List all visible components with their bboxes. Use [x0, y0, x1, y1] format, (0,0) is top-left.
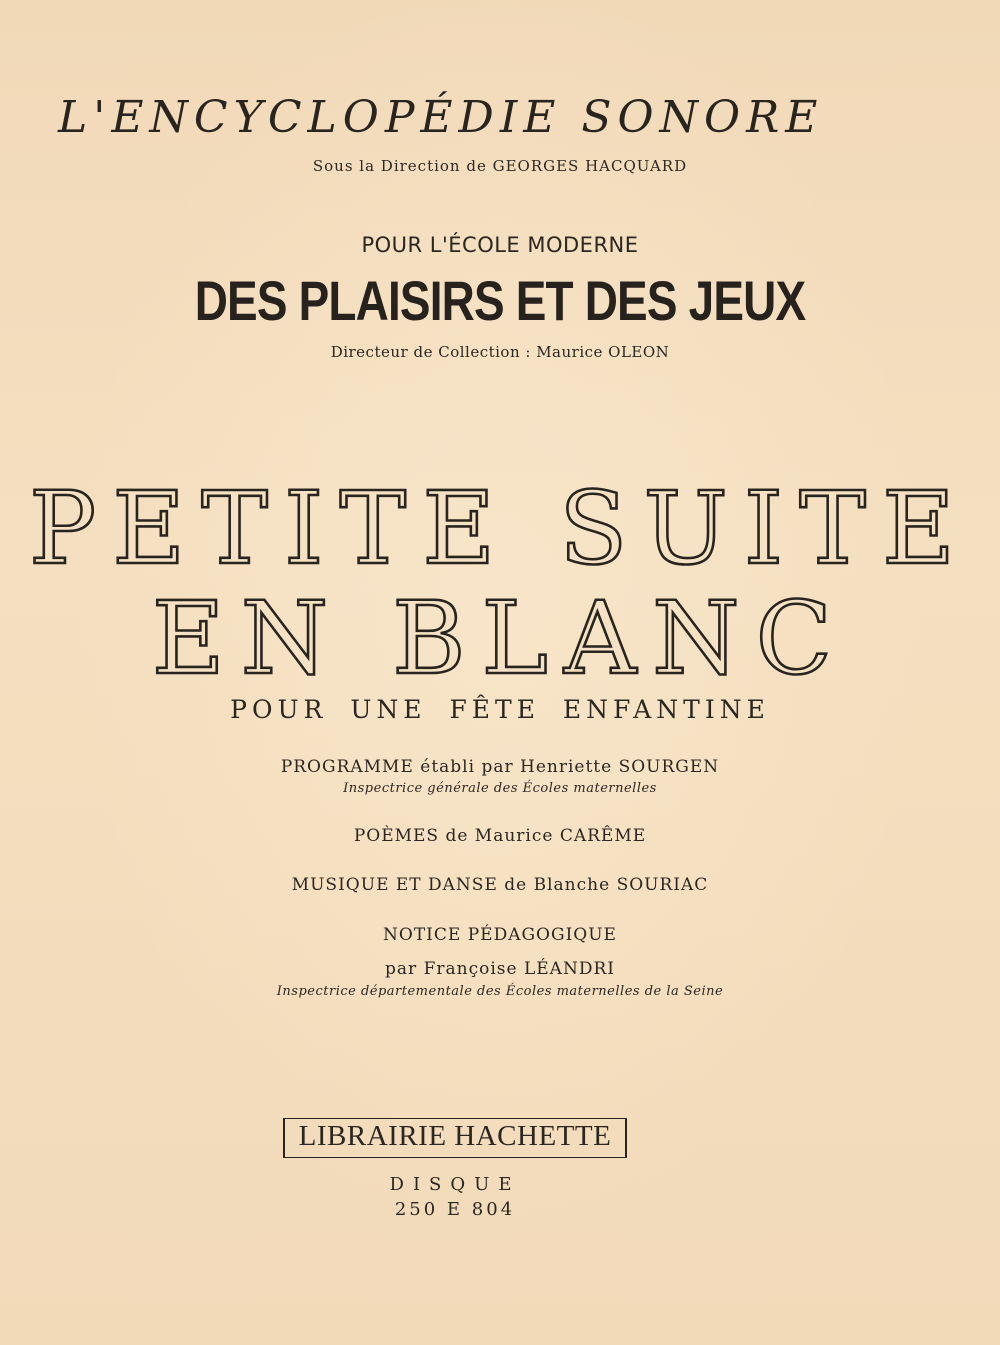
credit-programme: PROGRAMME établi par Henriette SOURGEN	[280, 757, 720, 777]
collection-pretitle: POUR L'ÉCOLE MODERNE	[361, 233, 639, 257]
series-direction: Sous la Direction de GEORGES HACQUARD	[312, 157, 688, 175]
disque-label: DISQUE	[389, 1174, 521, 1195]
collection-director: Directeur de Collection : Maurice OLEON	[330, 343, 670, 361]
disque-number: 250 E 804	[394, 1199, 516, 1220]
credit-notice-role: Inspectrice départementale des Écoles maternelles de la Seine	[276, 984, 724, 999]
credit-musique: MUSIQUE ET DANSE de Blanche SOURIAC	[291, 875, 709, 895]
credit-programme-role: Inspectrice générale des Écoles maternelles	[343, 781, 657, 796]
work-title-line-1: PETITE SUITE	[29, 470, 971, 587]
credit-poemes: POÈMES de Maurice CARÊME	[353, 826, 647, 846]
collection-name: DES PLAISIRS ET DES JEUX	[194, 269, 806, 332]
work-subtitle: POUR UNE FÊTE ENFANTINE	[230, 695, 770, 724]
credit-notice-author: par Françoise LÉANDRI	[385, 959, 615, 979]
publisher-name: LIBRAIRIE HACHETTE	[298, 1120, 612, 1152]
credit-notice: NOTICE PÉDAGOGIQUE	[383, 925, 617, 945]
series-title: L'ENCYCLOPÉDIE SONORE	[58, 92, 824, 143]
work-title-line-2: EN BLANC	[151, 580, 849, 697]
